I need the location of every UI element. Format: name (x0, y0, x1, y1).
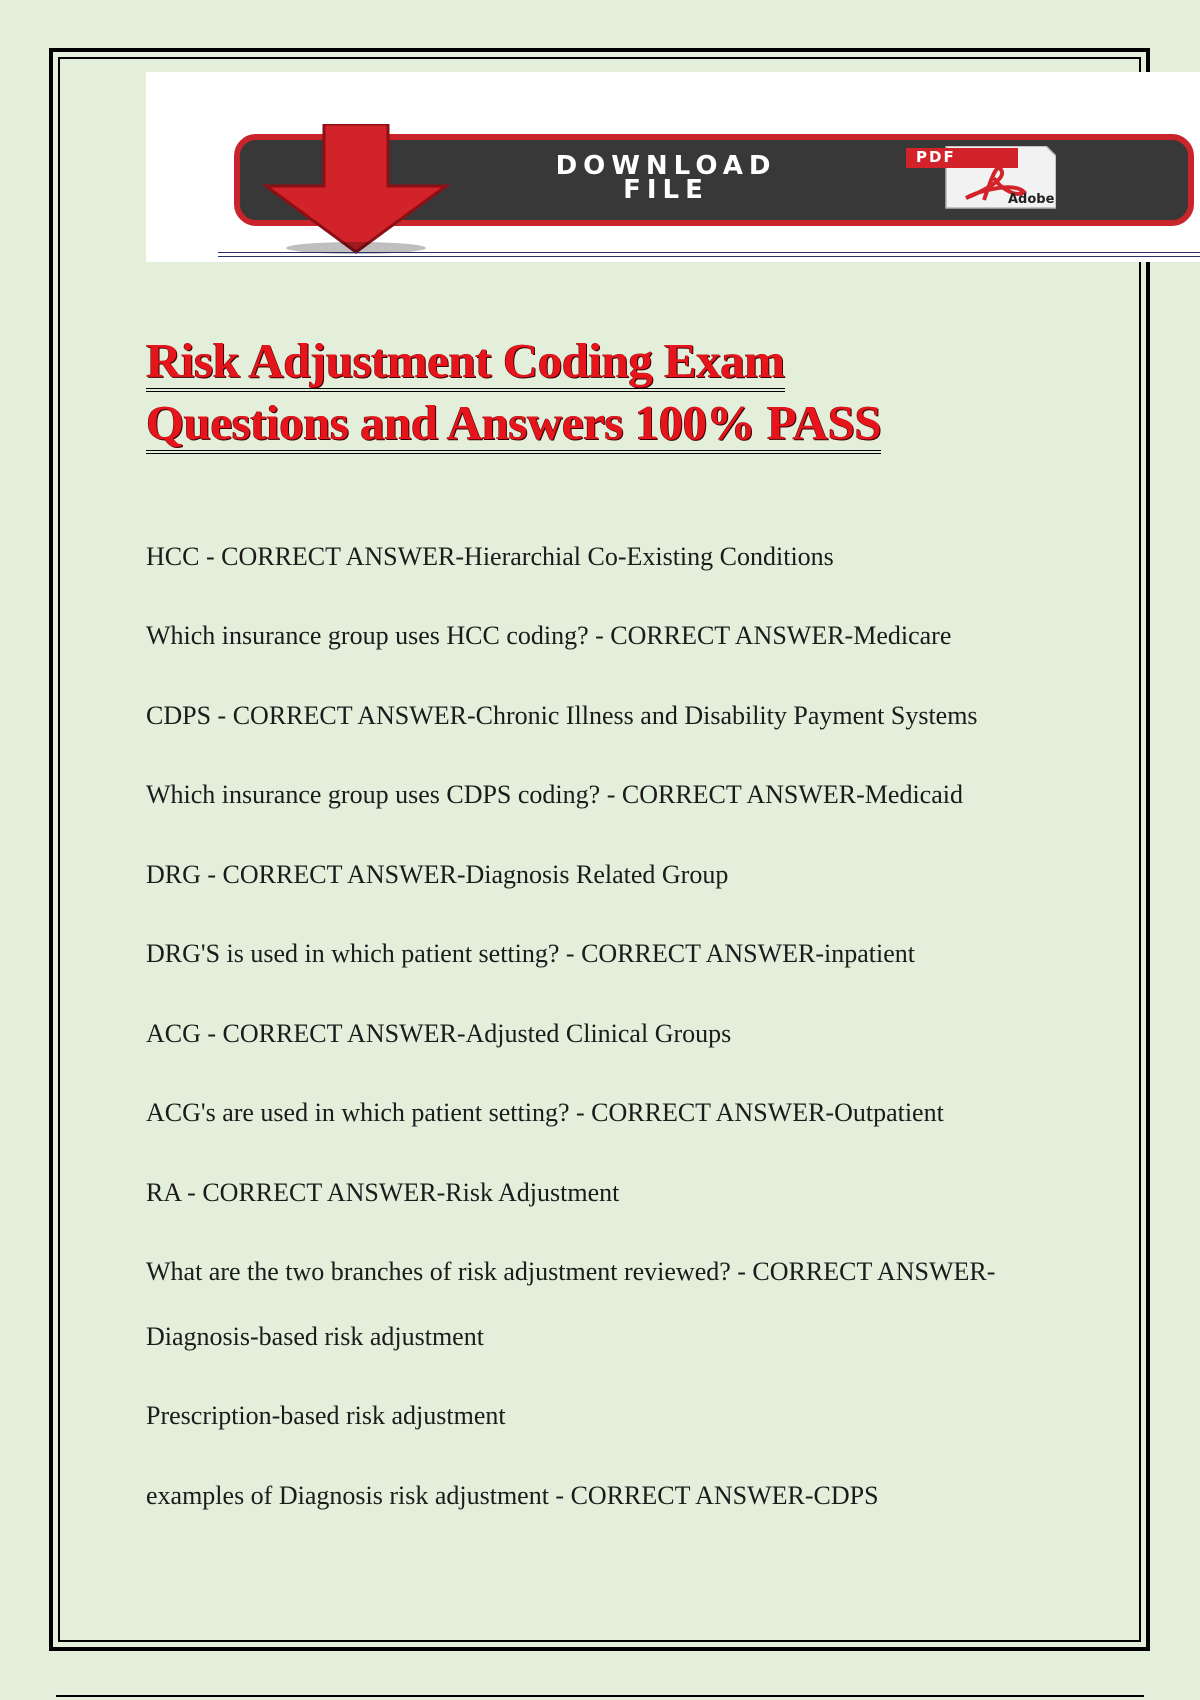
download-file-label (466, 151, 866, 205)
qa-entry: Prescription-based risk adjustment (146, 1401, 506, 1430)
qa-entry: ACG's are used in which patient setting? - CORRECT ANSWER-Outpatient (146, 1098, 944, 1127)
download-arrow-icon (246, 124, 456, 254)
qa-entry: ACG - CORRECT ANSWER-Adjusted Clinical Groups (146, 1019, 732, 1048)
footer-divider (56, 1695, 1144, 1697)
banner-line-1: DOWNLOAD (555, 151, 777, 181)
qa-entry: CDPS - CORRECT ANSWER-Chronic Illness and Disability Payment Systems (146, 701, 978, 730)
qa-entry: Which insurance group uses CDPS coding? - CORRECT ANSWER-Medicaid (146, 780, 963, 809)
title-line-1: Risk Adjustment Coding Exam (146, 334, 785, 392)
qa-entry: Diagnosis-based risk adjustment (146, 1322, 484, 1351)
qa-entry: examples of Diagnosis risk adjustment - CORRECT ANSWER-CDPS (146, 1481, 879, 1510)
pdf-label: PDF (916, 148, 956, 166)
banner-divider (218, 252, 1200, 257)
qa-entry: HCC - CORRECT ANSWER-Hierarchial Co-Existing Conditions (146, 542, 834, 571)
qa-entry: DRG'S is used in which patient setting? - CORRECT ANSWER-inpatient (146, 939, 915, 968)
document-title (146, 330, 881, 454)
qa-entry: DRG - CORRECT ANSWER-Diagnosis Related Group (146, 860, 729, 889)
qa-entry: RA - CORRECT ANSWER-Risk Adjustment (146, 1178, 620, 1207)
qa-entry: What are the two branches of risk adjustment reviewed? - CORRECT ANSWER- (146, 1257, 996, 1286)
banner-line-2: FILE (623, 175, 709, 205)
adobe-label: Adobe (1008, 192, 1055, 207)
qa-entry: Which insurance group uses HCC coding? - CORRECT ANSWER-Medicare (146, 621, 952, 650)
download-file-banner[interactable] (146, 72, 1200, 262)
title-line-2: Questions and Answers 100% PASS (146, 396, 881, 454)
